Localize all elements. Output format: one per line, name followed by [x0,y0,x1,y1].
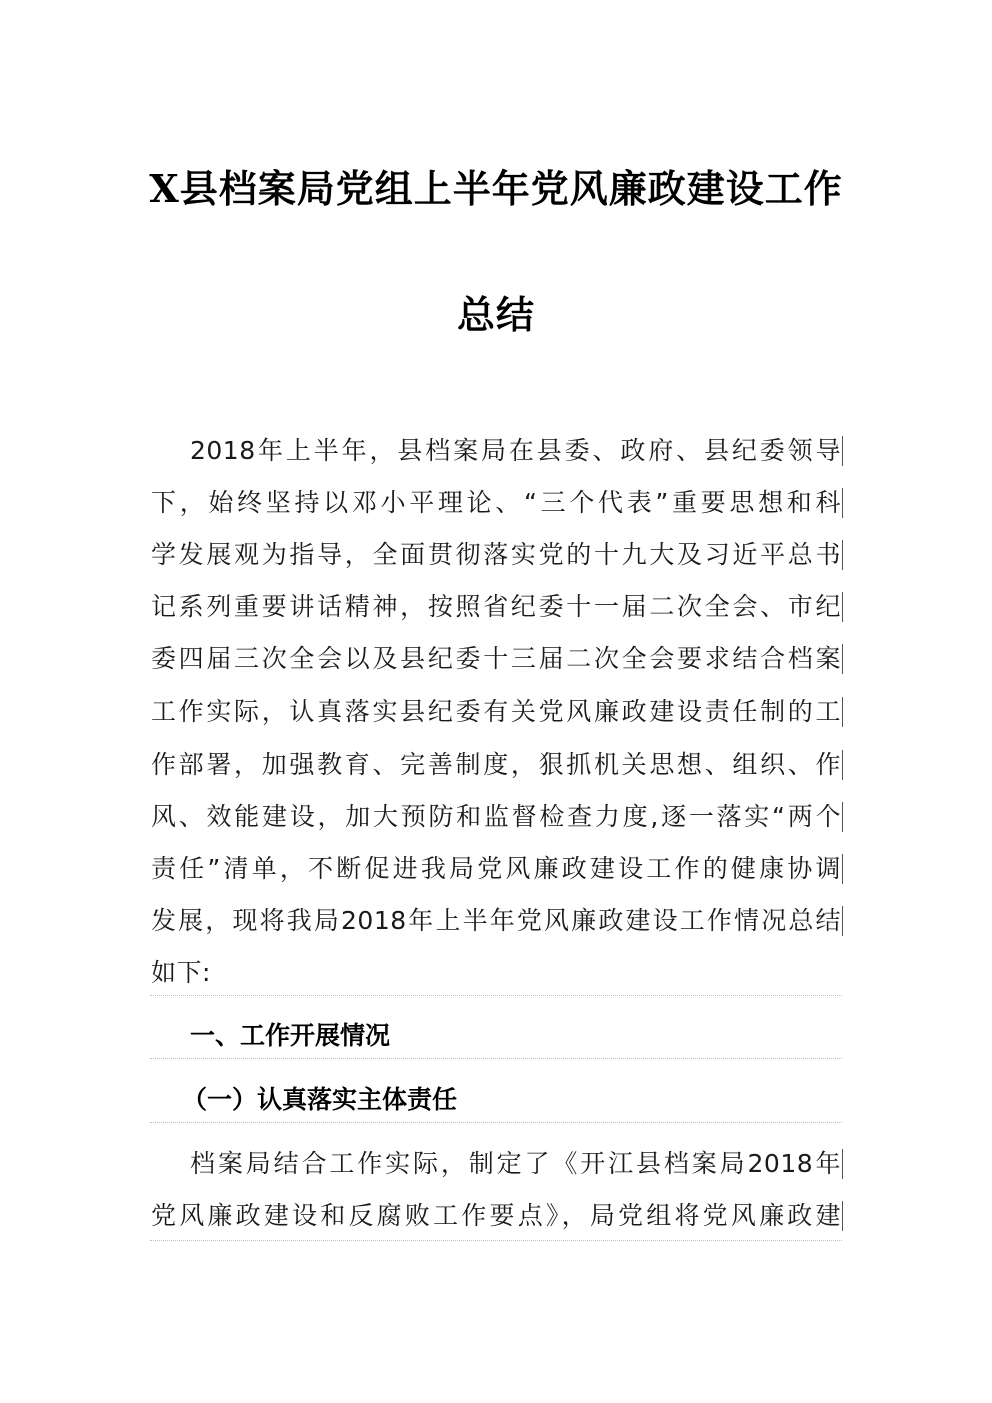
line-end-marker [842,644,843,674]
paragraph-line: 记系列重要讲话精神，按照省纪委十一届二次全会、市纪 [151,592,841,621]
paragraph-divider [150,1240,842,1241]
paragraph-line: 发展，现将我局2018年上半年党风廉政建设工作情况总结 [151,906,841,935]
line-end-marker [842,592,843,622]
document-title-line-2: 总结 [456,292,535,337]
paragraph-line: 下，始终坚持以邓小平理论、“三个代表”重要思想和科 [151,488,841,517]
line-end-marker [842,540,843,570]
paragraph-line: 委四届三次全会以及县纪委十三届二次全会要求结合档案 [151,644,841,673]
line-end-marker [842,1201,843,1231]
line-end-marker [842,1149,843,1179]
paragraph-line: 档案局结合工作实际，制定了《开江县档案局2018年 [190,1149,841,1178]
paragraph-line: 风、效能建设，加大预防和监督检查力度,逐一落实“两个 [151,802,841,831]
document-title-line-1: X县档案局党组上半年党风廉政建设工作 [149,166,843,211]
paragraph-line: 如下: [151,958,211,987]
line-end-marker [842,750,843,780]
section-heading: 一、工作开展情况 [190,1021,391,1050]
paragraph-divider [150,995,842,996]
paragraph-line: 党风廉政建设和反腐败工作要点》，局党组将党风廉政建 [151,1201,841,1230]
line-end-marker [842,488,843,518]
paragraph-line: 2018年上半年，县档案局在县委、政府、县纪委领导 [190,436,841,465]
subsection-heading: （一）认真落实主体责任 [182,1085,458,1114]
paragraph-line: 作部署，加强教育、完善制度，狠抓机关思想、组织、作 [151,750,841,779]
paragraph-divider [150,1058,842,1059]
paragraph-line: 责任”清单，不断促进我局党风廉政建设工作的健康协调 [151,854,841,883]
line-end-marker [842,802,843,832]
line-end-marker [842,697,843,727]
line-end-marker [842,854,843,884]
line-end-marker [842,436,843,466]
paragraph-line: 工作实际，认真落实县纪委有关党风廉政建设责任制的工 [151,697,841,726]
paragraph-line: 学发展观为指导，全面贯彻落实党的十九大及习近平总书 [151,540,841,569]
paragraph-divider [150,1122,842,1123]
line-end-marker [842,906,843,936]
